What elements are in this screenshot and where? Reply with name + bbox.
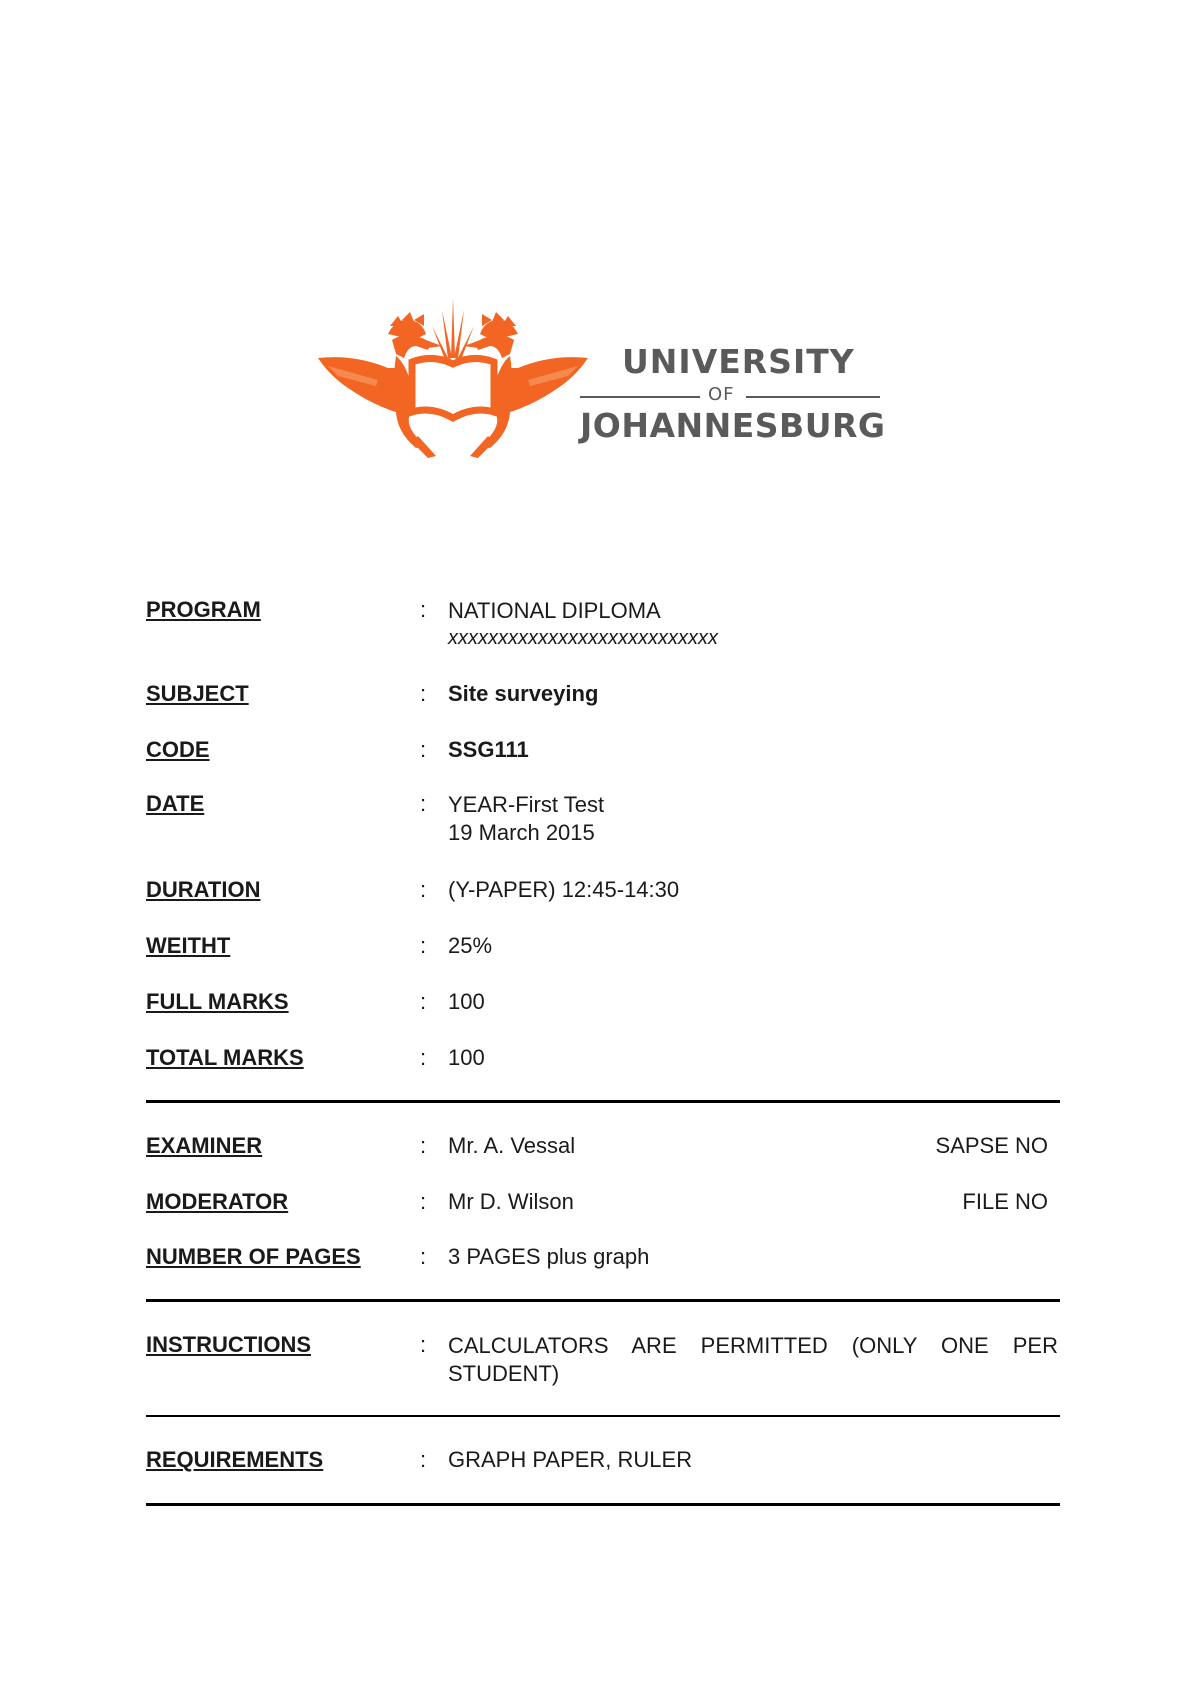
total-marks-label: TOTAL MARKS <box>146 1045 304 1070</box>
examiner-label: EXAMINER <box>146 1133 263 1158</box>
divider-marks <box>146 1100 1060 1103</box>
duration-colon: : <box>420 877 427 902</box>
moderator-value: Mr D. Wilson <box>448 1189 574 1214</box>
pages-value: 3 PAGES plus graph <box>448 1244 650 1269</box>
duration-value: (Y-PAPER) 12:45-14:30 <box>448 877 680 902</box>
logo-university-text: UNIVERSITY <box>622 342 855 381</box>
total-marks-colon: : <box>420 1045 427 1070</box>
university-logo <box>318 296 898 466</box>
divider-instructions <box>146 1415 1060 1417</box>
program-colon: : <box>420 597 427 622</box>
subject-label: SUBJECT <box>146 681 249 706</box>
requirements-value: GRAPH PAPER, RULER <box>448 1447 693 1472</box>
requirements-label: REQUIREMENTS <box>146 1447 324 1472</box>
date-colon: : <box>420 791 427 816</box>
date-value <box>448 791 604 847</box>
logo-rule-left <box>580 396 700 398</box>
file-no-label: FILE NO <box>962 1189 1048 1214</box>
program-value-line2: xxxxxxxxxxxxxxxxxxxxxxxxxxx <box>448 627 718 649</box>
examiner-colon: : <box>420 1133 427 1158</box>
logo-of-row <box>580 384 880 408</box>
requirements-colon: : <box>420 1447 427 1472</box>
subject-colon: : <box>420 681 427 706</box>
uj-crest-icon <box>318 296 588 466</box>
logo-johannesburg-text: JOHANNESBURG <box>580 406 886 445</box>
subject-value: Site surveying <box>448 681 599 706</box>
total-marks-value: 100 <box>448 1045 485 1070</box>
program-label: PROGRAM <box>146 597 261 622</box>
pages-colon: : <box>420 1244 427 1269</box>
divider-pages <box>146 1299 1060 1302</box>
sapse-no-label: SAPSE NO <box>935 1133 1048 1158</box>
duration-label: DURATION <box>146 877 261 902</box>
weight-label: WEITHT <box>146 933 231 958</box>
program-value <box>448 597 718 651</box>
logo-rule-right <box>746 396 880 398</box>
moderator-colon: : <box>420 1189 427 1214</box>
full-marks-colon: : <box>420 989 427 1014</box>
code-value: SSG111 <box>448 737 529 762</box>
divider-requirements <box>146 1503 1060 1506</box>
examiner-value: Mr. A. Vessal <box>448 1133 576 1158</box>
program-value-line1: NATIONAL DIPLOMA <box>448 598 661 623</box>
logo-of-text: OF <box>708 384 735 405</box>
pages-label: NUMBER OF PAGES <box>146 1244 361 1269</box>
moderator-label: MODERATOR <box>146 1189 289 1214</box>
full-marks-value: 100 <box>448 989 485 1014</box>
weight-value: 25% <box>448 933 493 958</box>
instructions-value: CALCULATORS ARE PERMITTED (ONLY ONE PER STUDENT) <box>448 1333 1058 1386</box>
weight-colon: : <box>420 933 427 958</box>
date-value-line2: 19 March 2015 <box>448 820 595 845</box>
instructions-colon: : <box>420 1332 427 1357</box>
full-marks-label: FULL MARKS <box>146 989 289 1014</box>
date-label: DATE <box>146 791 205 816</box>
code-label: CODE <box>146 737 210 762</box>
code-colon: : <box>420 737 427 762</box>
date-value-line1: YEAR-First Test <box>448 792 605 817</box>
instructions-label: INSTRUCTIONS <box>146 1332 311 1357</box>
